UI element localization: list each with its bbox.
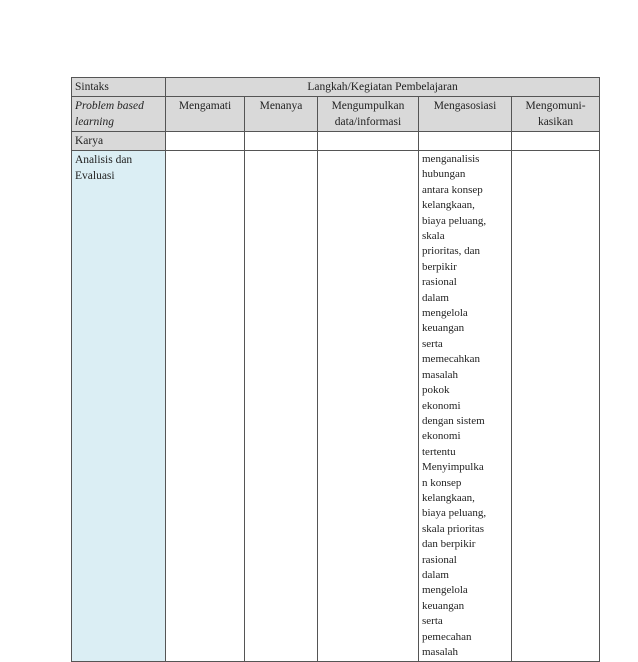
table-row: [72, 132, 600, 151]
column-header-mengumpulkan: Mengumpulkan data/informasi: [318, 97, 419, 132]
learning-steps-table: [71, 77, 600, 662]
langkah-header: Langkah/Kegiatan Pembelajaran: [166, 78, 600, 97]
table-cell: [318, 151, 419, 662]
column-header-mengomunikasikan: Mengomuni- kasikan: [512, 97, 600, 132]
table-cell: [419, 132, 512, 151]
sintaks-header: Sintaks: [72, 78, 166, 97]
model-line-2: learning: [75, 116, 114, 128]
table-cell: [245, 132, 318, 151]
model-header: [72, 97, 166, 132]
row-label-karya: Karya: [72, 132, 166, 151]
column-header-mengamati: Mengamati: [166, 97, 245, 132]
table-row: [72, 151, 600, 662]
column-header-menanya: Menanya: [245, 97, 318, 132]
model-line-1: Problem based: [75, 100, 144, 112]
table-cell: [245, 151, 318, 662]
table-cell: [512, 151, 600, 662]
table-cell: [318, 132, 419, 151]
mengasosiasi-cell: menganalisis hubungan antara konsep kelangkaan, biaya peluang, skala prioritas, dan berpikir rasional dalam mengelola keuangan serta memecahkan masalah pokok ekonomi dengan sistem ekonomi tertentu Menyimpulka n konsep kelangkaan, biaya peluang, skala prioritas dan berpikir rasional dalam mengelola keuangan serta pemecahan masalah: [419, 151, 512, 662]
table-cell: [512, 132, 600, 151]
table-cell: [166, 132, 245, 151]
column-header-mengasosiasi: Mengasosiasi: [419, 97, 512, 132]
table-cell: [166, 151, 245, 662]
row-label-analisis: Analisis dan Evaluasi: [72, 151, 166, 662]
